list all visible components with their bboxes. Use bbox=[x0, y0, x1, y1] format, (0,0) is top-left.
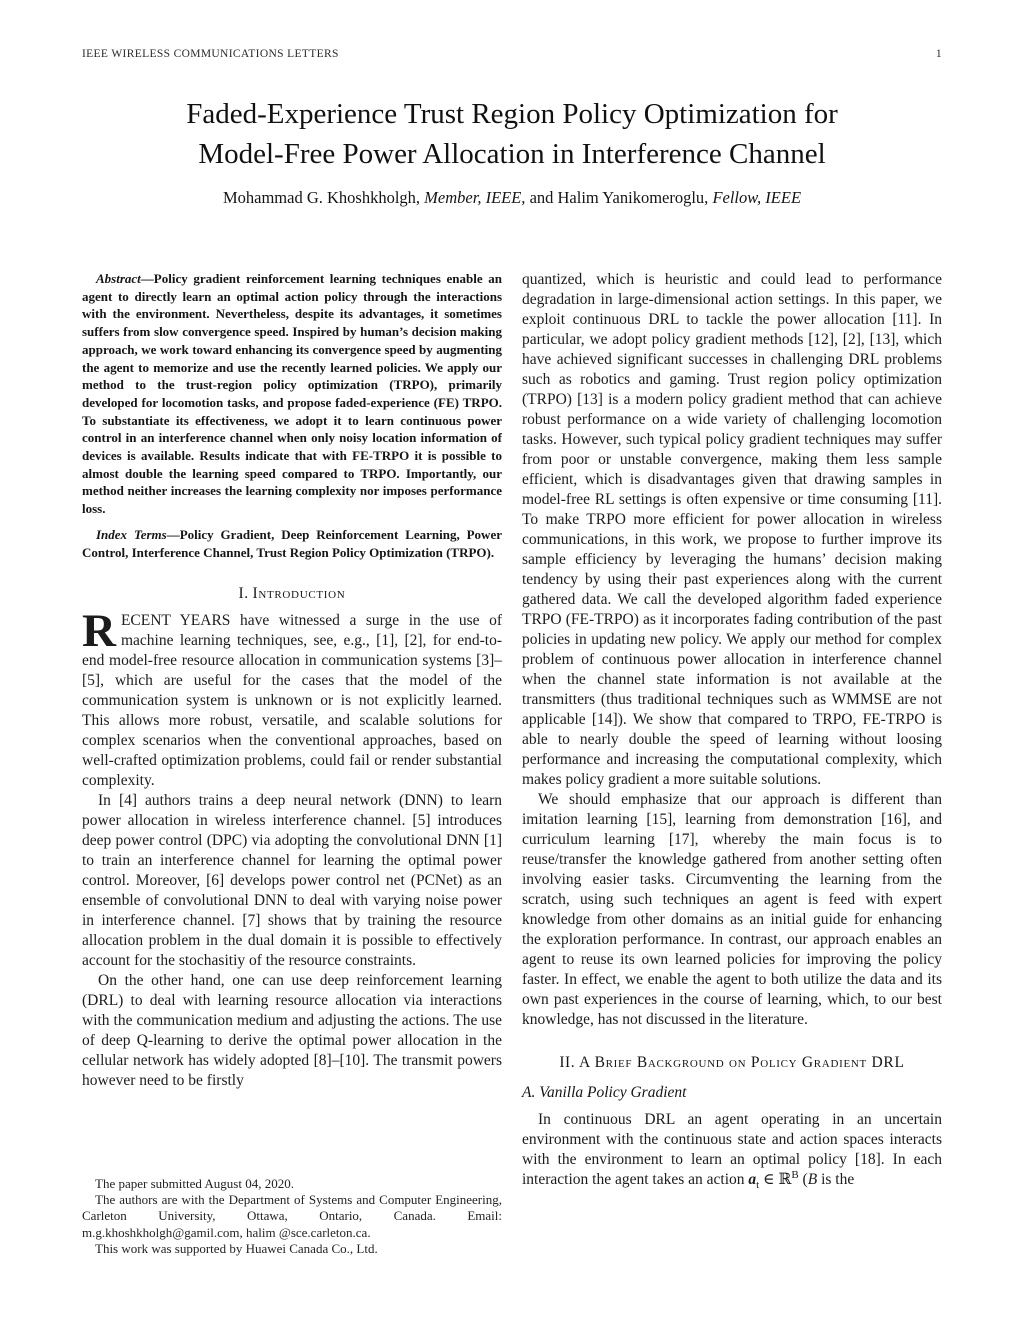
section-2-title: A Brief Background on Policy Gradient DRL bbox=[578, 1054, 905, 1071]
intro-paragraph-1-text: have witnessed a surge in the use of machine learning techniques, see, e.g., [1], [2], for end-to-end model-free resource allocation in communication systems [3]–[5], which are useful for the cases that the model of the communication system is unknown or is not explicitly learned. This allows more robust, versatile, and scalable solutions for complex scenarios when the conventional approaches, based on well-crafted optimization problems, could fail or render substantial complexity. bbox=[82, 612, 502, 790]
abstract-paragraph bbox=[82, 270, 502, 518]
running-header bbox=[82, 48, 942, 60]
index-terms-paragraph bbox=[82, 526, 502, 561]
footnote-affiliation: The authors are with the Department of Systems and Computer Engineering, Carleton University, Ottawa, Ontario, Canada. Email: m.g.khoshkholgh@gamil.com, halim @sce.carleton.ca. bbox=[82, 1192, 502, 1240]
title-line-2: Model-Free Power Allocation in Interference Channel bbox=[198, 138, 826, 170]
footnote-funding: This work was supported by Huawei Canada Co., Ltd. bbox=[95, 1240, 378, 1256]
authors-line bbox=[62, 188, 962, 208]
footnote-block bbox=[82, 1176, 502, 1257]
intro-paragraph-1 bbox=[82, 605, 502, 791]
footnote-submitted: The paper submitted August 04, 2020. bbox=[95, 1176, 294, 1191]
vanilla-pg-paren: ( bbox=[798, 1171, 808, 1188]
subsection-a-heading: A. Vanilla Policy Gradient bbox=[522, 1084, 687, 1101]
body-paragraph-emphasize: We should emphasize that our approach is different than imitation learning [15], learning from demonstration [16], and curriculum learning [17], whereby the main focus is to reuse/transfer the knowledge gathered from another setting often involving easier tasks. Circumventing the learning from the scratch, using such techniques an agent is feed with expert knowledge from other domains as an initial guide for enhancing the exploration performance. In contrast, our approach enables an agent to reuse its own learned policies for improving the policy faster. In effect, we enable the agent to both utilize the data and its own past experiences in the course of learning, which, to our best knowledge, has not discussed in the literature. bbox=[522, 791, 942, 1028]
abstract-text: —Policy gradient reinforcement learning techniques enable an agent to directly learn an optimal action policy through the interactions with the environment. Nevertheless, despite its advantages, it sometimes suffers from slow convergence speed. Inspired by human’s decision making approach, we work toward enhancing its convergence speed by augmenting the agent to memorize and use the recently learned policies. We apply our method to the trust-region policy optimization (TRPO), primarily developed for locomotion tasks, and propose faded-experience (FE) TRPO. To substantiate its effectiveness, we adopt it to learn continuous power control in an interference channel when only noisy location information of devices is available. Results indicate that with FE-TRPO it is possible to almost double the learning speed compared to TRPO. Importantly, our method neither increases the learning complexity nor imposes performance loss. bbox=[82, 271, 502, 517]
paper-title bbox=[62, 94, 962, 174]
intro-paragraph-2: In [4] authors trains a deep neural network (DNN) to learn power allocation in wireless interference channel. [5] introduces deep power control (DPC) via adopting the convolutional DNN [1] to train an interference channel for learning the optimal power control. Moreover, [6] develops power control net (PCNet) as an ensemble of convolutional DNN to deal with varying noise power in interference channel. [7] shows that by training the resource allocation problem in the dual domain it is possible to effectively account for the stochasitiy of the resource constraints. bbox=[82, 792, 502, 970]
math-dimension-var: B bbox=[807, 1171, 818, 1188]
intro-lead-caps: ECENT YEARS bbox=[120, 612, 231, 630]
author-2-name: and Halim Yanikomeroglu, bbox=[525, 188, 713, 207]
math-element-of: ∈ bbox=[759, 1171, 779, 1188]
journal-name: IEEE WIRELESS COMMUNICATIONS LETTERS bbox=[82, 48, 339, 60]
author-1-name: Mohammad G. Khoshkholgh, bbox=[222, 188, 425, 207]
drop-cap: R bbox=[82, 605, 116, 658]
math-real-set: ℝ bbox=[778, 1171, 792, 1188]
intro-paragraph-3: On the other hand, one can use deep reinforcement learning (DRL) to deal with learning resource allocation via interactions with the communication medium and adjusting the actions. The use of deep Q-learning to derive the optimal power allocation in the cellular network has widely adopted [8]–[10]. The transmit powers however need to be firstly bbox=[82, 972, 502, 1090]
section-1-heading bbox=[82, 585, 502, 603]
section-2-heading bbox=[522, 1054, 942, 1072]
section-1-number: I. bbox=[238, 585, 249, 603]
section-1-title: Introduction bbox=[252, 585, 346, 603]
index-terms-text: —Policy Gradient, Deep Reinforcement Learning, Power Control, Interference Channel, Trust Region Policy Optimization (TRPO). bbox=[82, 526, 502, 560]
body-paragraph-continuation: quantized, which is heuristic and could lead to performance degradation in large-dimensional action settings. In this paper, we exploit continuous DRL to tackle the power allocation [11]. In particular, we adopt policy gradient methods [12], [2], [13], which have achieved significant successes in challenging DRL problems such as robotics and gaming. Trust region policy optimization (TRPO) [13] is a modern policy gradient method that can achieve robust performance on a wide variety of challenging locomotion tasks. However, such typical policy gradient techniques may suffer from poor or unstable convergence, making them less sample efficient, which is disadvantages given that drawing samples in model-free RL settings is often expensive or time consuming [11]. To make TRPO more efficient for power allocation in wireless communications, in this work, we propose to further improve its sample efficiency by leveraging the humans’ decision making tendency by using their past experiences along with the current gathered data. We call the developed algorithm faded experience TRPO (FE-TRPO) as it incorporates fading contribution of the past policies in updating new policy. We apply our method for complex problem of continuous power allocation in interference channel when the channel state information is not available at the transmitters (thus traditional techniques such as WMMSE are not applicable [14]). We show that compared to TRPO, FE-TRPO is able to nearly double the speed of learning without loosing performance and increasing the computational complexity, which makes policy gradient a more suitable solutions. bbox=[522, 271, 942, 788]
index-terms-label: Index Terms bbox=[96, 526, 167, 542]
title-line-1: Faded-Experience Trust Region Policy Optimization for bbox=[186, 98, 838, 130]
math-real-superscript: B bbox=[791, 1168, 799, 1181]
math-action-subscript: t bbox=[756, 1179, 760, 1192]
vanilla-pg-rest: is the bbox=[817, 1171, 855, 1188]
right-column bbox=[522, 270, 942, 1190]
math-action-var: a bbox=[748, 1171, 757, 1188]
author-2-role: Fellow, IEEE bbox=[712, 188, 802, 207]
abstract-label: Abstract bbox=[96, 271, 141, 286]
author-1-role: Member, IEEE, bbox=[424, 188, 526, 207]
vanilla-pg-paragraph bbox=[522, 1110, 942, 1190]
vanilla-pg-text: In continuous DRL an agent operating in an uncertain environment with the continuous state and action spaces interacts with the environment to learn an optimal policy [18]. In each interaction the agent takes an action bbox=[522, 1111, 942, 1188]
page-number: 1 bbox=[935, 48, 942, 60]
left-column bbox=[82, 270, 502, 1091]
section-2-number: II. bbox=[559, 1054, 576, 1071]
